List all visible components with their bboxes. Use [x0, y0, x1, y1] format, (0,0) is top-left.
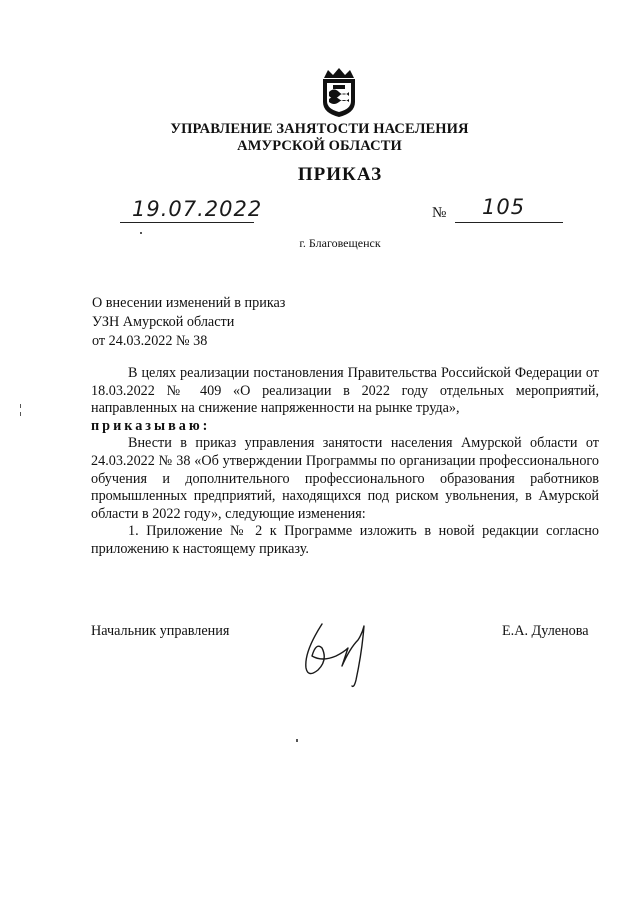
- main-paragraph: Внести в приказ управления занятости населения Амурской области от 24.03.2022 № 38 «Об утверждении Программы по организации профессионального обучения и дополнительного профессионального образования работников промышленных предприятий, находящихся под риском увольнения, в Амурской области в 2022 году», следующие изменения:: [91, 435, 599, 522]
- order-body: [91, 365, 599, 559]
- org-name-line1: УПРАВЛЕНИЕ ЗАНЯТОСТИ НАСЕЛЕНИЯ: [170, 121, 469, 137]
- city-line: г. Благовещенск: [299, 236, 381, 250]
- scan-mark: [296, 739, 298, 742]
- preamble-paragraph: В целях реализации постановления Правительства Российской Федерации от 18.03.2022 № 409 «О реализации в 2022 году отдельных мероприятий, направленных на снижение напряженности на рынке труда»,: [91, 365, 599, 417]
- subject-line3: от 24.03.2022 № 38: [92, 333, 208, 349]
- number-label: №: [432, 205, 447, 221]
- subject-block: [92, 294, 285, 351]
- scan-mark: [20, 404, 21, 408]
- handwritten-signature: [292, 612, 384, 692]
- date-underline: [120, 222, 254, 223]
- signatory-title: Начальник управления: [91, 623, 230, 639]
- order-directive: приказываю:: [91, 417, 211, 434]
- scan-mark: [20, 412, 21, 416]
- subject-line1: О внесении изменений в приказ: [92, 295, 286, 311]
- coat-of-arms-emblem: [318, 66, 360, 118]
- handwritten-number: 105: [482, 195, 526, 219]
- document-type-title: ПРИКАЗ: [297, 164, 383, 185]
- item-paragraph: 1. Приложение № 2 к Программе изложить в новой редакции согласно приложению к настоящему приказу.: [91, 523, 599, 557]
- subject-line2: УЗН Амурской области: [92, 314, 235, 330]
- handwritten-date: 19.07.2022: [132, 197, 263, 221]
- signatory-name: Е.А. Дуленова: [502, 623, 589, 639]
- scan-mark: [140, 232, 142, 234]
- number-underline: [455, 222, 563, 223]
- org-name-line2: АМУРСКОЙ ОБЛАСТИ: [237, 138, 402, 154]
